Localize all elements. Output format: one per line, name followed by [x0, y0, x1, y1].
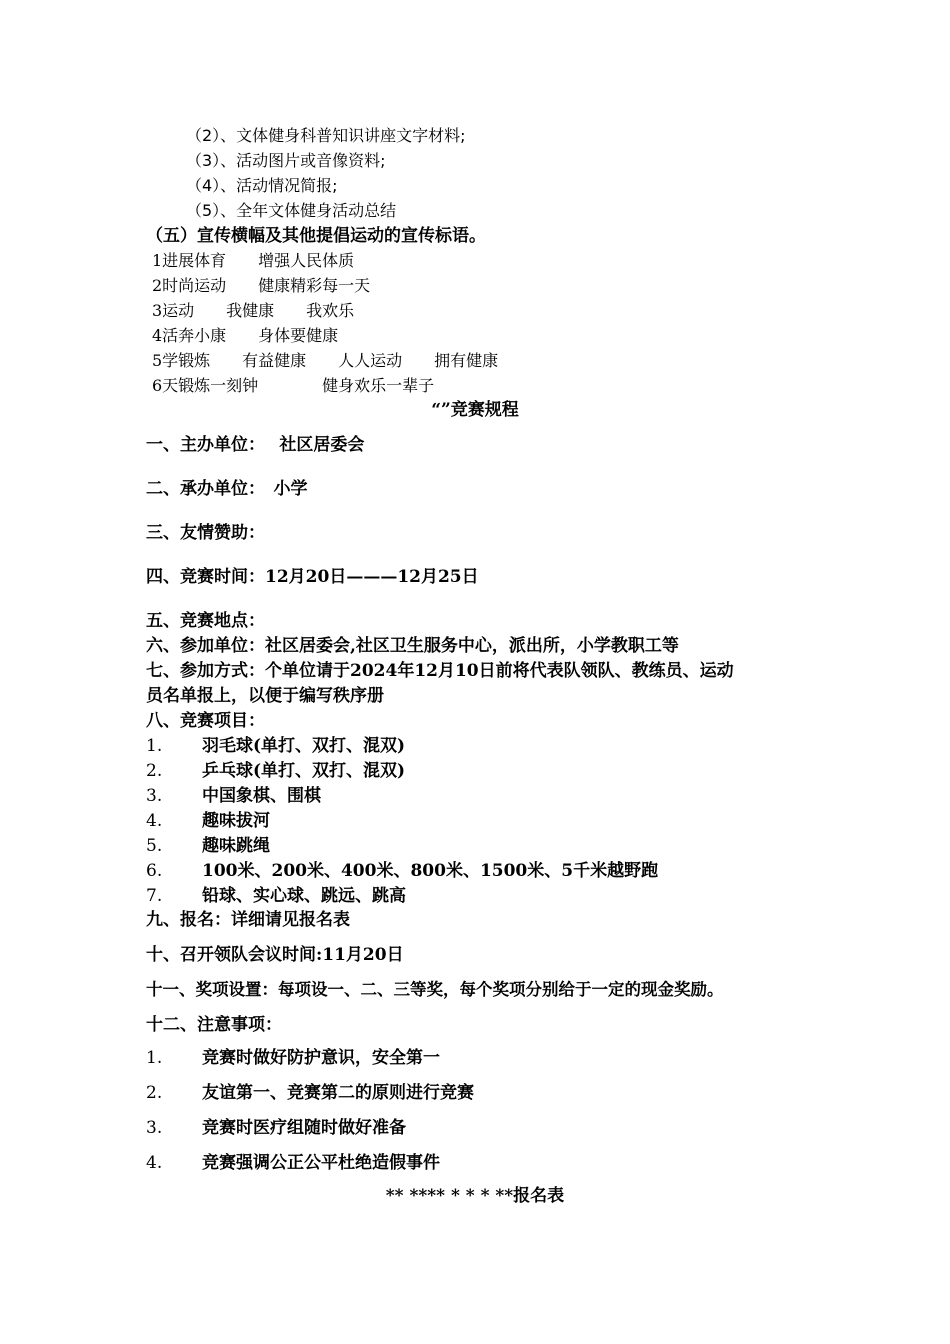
slogan-item: 5学锻炼 有益健康 人人运动 拥有健康	[152, 351, 499, 370]
list-text: 铅球、实心球、跳远、跳高	[202, 886, 406, 906]
material-item-4: （4）、活动情况简报;	[186, 176, 338, 195]
list-text: 羽毛球(单打、双打、混双)	[202, 736, 406, 756]
list-text: 100米、200米、400米、800米、1500米、5千米越野跑	[202, 861, 659, 881]
events-heading: 八、竞赛项目：	[146, 711, 265, 731]
participants-line: 六、参加单位：社区居委会,社区卫生服务中心，派出所，小学教职工等	[146, 636, 679, 656]
list-number: 2.	[146, 761, 163, 781]
list-text: 趣味拔河	[202, 811, 270, 831]
competition-time-line: 四、竞赛时间：12月20日———12月25日	[146, 567, 479, 587]
slogan-item: 6天锻炼一刻钟 健身欢乐一辈子	[152, 376, 435, 395]
list-number: 1.	[146, 1048, 163, 1068]
rules-title: “”竞赛规程	[431, 400, 519, 420]
notes-heading: 十二、注意事项：	[146, 1015, 282, 1035]
slogan-item: 4活奔小康 身体要健康	[152, 326, 339, 345]
list-number: 1.	[146, 736, 163, 756]
list-number: 5.	[146, 836, 163, 856]
list-text: 竞赛强调公正公平杜绝造假事件	[202, 1153, 440, 1173]
organizer-line: 一、主办单位： 社区居委会	[146, 435, 365, 455]
undertaker-line: 二、承办单位： 小学	[146, 479, 308, 499]
slogan-item: 1进展体育 增强人民体质	[152, 251, 355, 270]
material-item-3: （3）、活动图片或音像资料;	[186, 151, 386, 170]
list-number: 7.	[146, 886, 163, 906]
list-text: 友谊第一、竞赛第二的原则进行竞赛	[202, 1083, 474, 1103]
list-number: 4.	[146, 1153, 163, 1173]
method-line-2: 员名单报上，以便于编写秩序册	[146, 686, 384, 706]
list-text: 中国象棋、围棋	[202, 786, 321, 806]
method-line-1: 七、参加方式：个单位请于2024年12月10日前将代表队领队、教练员、运动	[146, 661, 734, 681]
slogan-item: 2时尚运动 健康精彩每一天	[152, 276, 371, 295]
list-number: 6.	[146, 861, 163, 881]
list-number: 3.	[146, 1118, 163, 1138]
slogan-item: 3运动 我健康 我欢乐	[152, 301, 355, 320]
registration-line: 九、报名：详细请见报名表	[146, 910, 350, 930]
material-item-2: （2）、文体健身科普知识讲座文字材料;	[186, 126, 466, 145]
list-number: 3.	[146, 786, 163, 806]
awards-line: 十一、奖项设置：每项设一、二、三等奖，每个奖项分别给于一定的现金奖励。	[146, 980, 724, 999]
list-text: 趣味跳绳	[202, 836, 270, 856]
list-text: 竞赛时做好防护意识，安全第一	[202, 1048, 440, 1068]
meeting-line: 十、召开领队会议时间:11月20日	[146, 945, 404, 965]
list-number: 2.	[146, 1083, 163, 1103]
list-text: 乒乓球(单打、双打、混双)	[202, 761, 406, 781]
material-item-5: （5）、全年文体健身活动总结	[186, 201, 397, 220]
registration-form-title: ** **** * * * **报名表	[385, 1186, 565, 1206]
sponsor-line: 三、友情赞助：	[146, 523, 265, 543]
venue-line: 五、竞赛地点：	[146, 611, 265, 631]
list-text: 竞赛时医疗组随时做好准备	[202, 1118, 406, 1138]
list-number: 4.	[146, 811, 163, 831]
section-five-heading: （五）宣传横幅及其他提倡运动的宣传标语。	[146, 226, 486, 246]
